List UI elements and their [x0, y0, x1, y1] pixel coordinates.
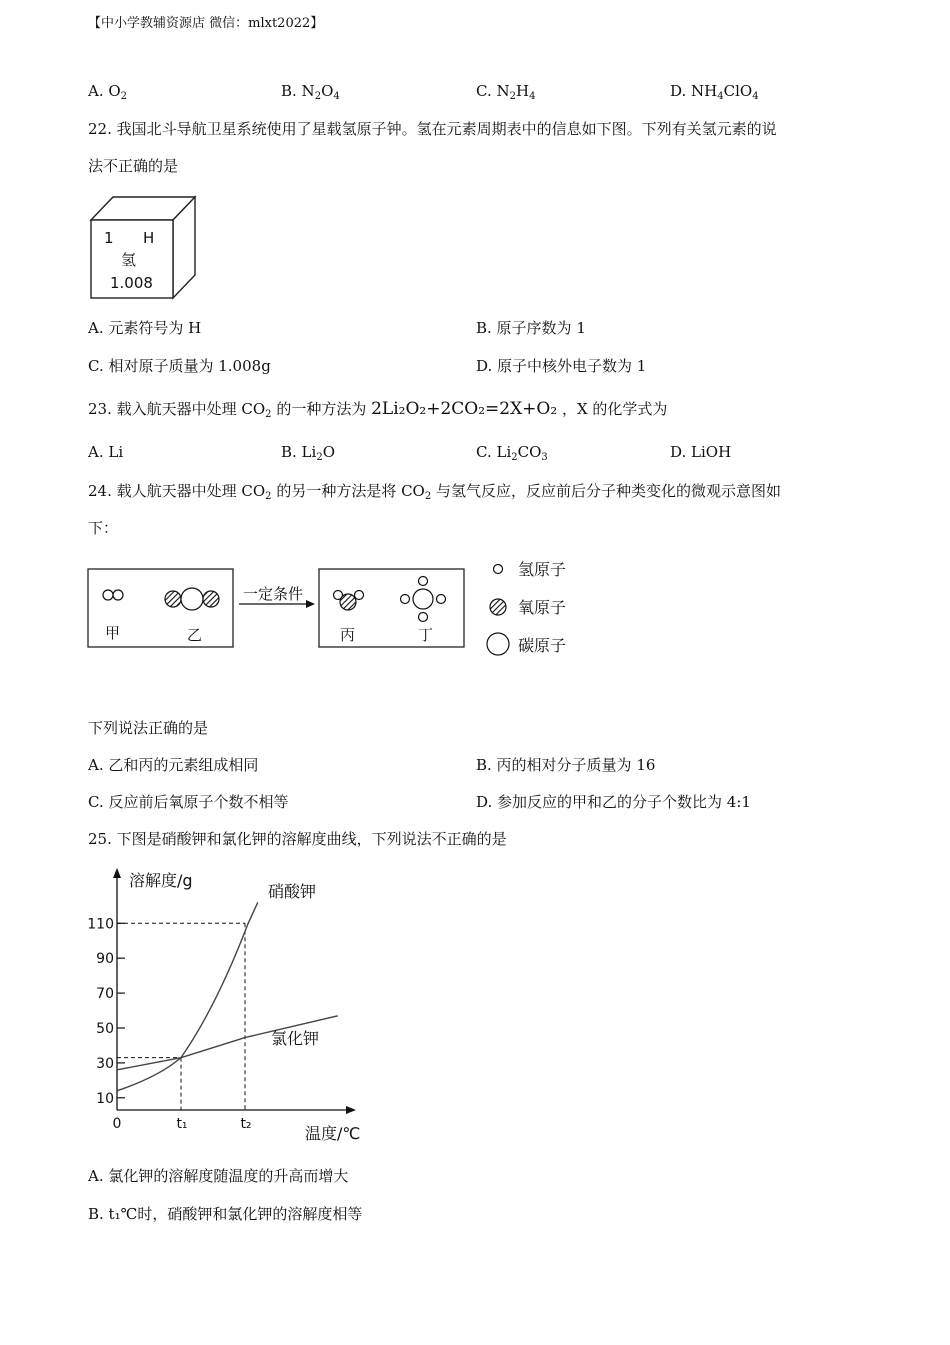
element-symbol: H	[143, 229, 155, 247]
q22-stem-line2: 法不正确的是	[88, 157, 179, 175]
reaction-condition: 一定条件	[243, 585, 304, 603]
q21-option-c[interactable]	[476, 82, 535, 100]
q22-option-a[interactable]: A. 元素符号为 H	[88, 319, 202, 337]
q23-option-c[interactable]	[476, 443, 548, 461]
option-text: C. N	[476, 82, 510, 100]
option-text: O	[322, 443, 336, 461]
y-tick-label: 110	[87, 916, 114, 933]
q21-option-b[interactable]	[281, 82, 340, 100]
subscript: 2	[511, 452, 518, 463]
q23-option-a[interactable]: A. Li	[88, 443, 124, 461]
stem-text: ，X 的化学式为	[557, 400, 668, 418]
legend-carbon: 碳原子	[518, 636, 567, 655]
subscript: 2	[265, 491, 272, 502]
series-label-kcl: 氯化钾	[271, 1029, 320, 1048]
q22-option-c[interactable]: C. 相对原子质量为 1.008g	[88, 357, 271, 375]
y-tick-label: 50	[96, 1020, 114, 1037]
element-name: 氢	[121, 251, 137, 269]
subscript: 2	[314, 91, 322, 102]
subscript: 2	[509, 91, 516, 102]
option-text: ClO	[723, 82, 753, 100]
stem-text: 24. 载人航天器中处理 CO	[88, 482, 266, 500]
option-text: H	[515, 82, 530, 100]
x-axis-arrow-icon	[346, 1106, 356, 1114]
q25-option-a[interactable]: A. 氯化钾的溶解度随温度的升高而增大	[88, 1167, 349, 1185]
q24-stem-line1	[88, 481, 781, 501]
x-tick-label: t₁	[176, 1116, 188, 1132]
label-jia: 甲	[105, 624, 121, 642]
q21-option-a[interactable]	[88, 82, 127, 100]
option-text: CO	[517, 443, 542, 461]
subscript: 4	[717, 91, 724, 102]
carbon-atom-icon	[487, 633, 509, 655]
option-text: C. Li	[476, 443, 512, 461]
q24-option-a[interactable]: A. 乙和丙的元素组成相同	[88, 756, 259, 774]
q25-option-b[interactable]: B. t₁℃时，硝酸钾和氯化钾的溶解度相等	[88, 1205, 363, 1223]
q24-option-d[interactable]: D. 参加反应的甲和乙的分子个数比为 4:1	[476, 793, 751, 811]
q22-option-b[interactable]: B. 原子序数为 1	[476, 319, 586, 337]
y-tick-label: 30	[96, 1055, 114, 1072]
y-tick-label: 10	[96, 1090, 114, 1107]
x-tick-label: 0	[112, 1116, 122, 1132]
subscript: 2	[424, 491, 432, 502]
y-tick-label: 90	[96, 951, 114, 968]
stem-text: 23. 载入航天器中处理 CO	[88, 400, 266, 418]
option-text: O	[321, 82, 334, 100]
y-axis-label: 溶解度/g	[129, 871, 193, 890]
q23-stem	[88, 399, 667, 419]
stem-text: 的另一种方法是将 CO	[271, 482, 425, 500]
q21-option-d[interactable]	[670, 82, 759, 100]
x-tick-label: t₂	[240, 1116, 252, 1132]
legend-oxygen: 氧原子	[518, 598, 567, 617]
legend-hydrogen: 氢原子	[518, 560, 567, 579]
atomic-number: 1	[104, 229, 114, 247]
y-axis-arrow-icon	[113, 868, 121, 878]
q24-prompt: 下列说法正确的是	[88, 719, 209, 737]
option-text: B. N	[281, 82, 315, 100]
element-cell-figure	[88, 192, 200, 302]
option-text: B. Li	[281, 443, 317, 461]
subscript: 2	[316, 452, 323, 463]
q24-option-c[interactable]: C. 反应前后氧原子个数不相等	[88, 793, 289, 811]
hydrogen-atom-icon	[494, 565, 503, 574]
x-axis-label: 温度/℃	[305, 1124, 361, 1143]
arrow-head-icon	[306, 600, 315, 608]
legend	[487, 560, 566, 655]
q24-option-b[interactable]: B. 丙的相对分子质量为 16	[476, 756, 656, 774]
series-line-kno3	[117, 902, 258, 1090]
source-note: 【中小学教辅资源店 微信：mlxt2022】	[88, 16, 324, 31]
subscript: 3	[541, 452, 548, 463]
solubility-chart	[86, 866, 376, 1148]
y-tick-label: 70	[96, 986, 114, 1003]
q23-option-b[interactable]	[281, 443, 335, 461]
q25-stem: 25. 下图是硝酸钾和氯化钾的溶解度曲线，下列说法不正确的是	[88, 830, 507, 848]
option-text: A. O	[88, 82, 121, 100]
stem-text: 与氢气反应，反应前后分子种类变化的微观示意图如	[431, 482, 782, 500]
label-bing: 丙	[340, 626, 356, 644]
q22-stem-line1: 22. 我国北斗导航卫星系统使用了星载氢原子钟。氢在元素周期表中的信息如下图。下列有关氢元素的说	[88, 120, 777, 138]
q24-stem-line2: 下：	[88, 519, 119, 537]
subscript: 2	[265, 409, 272, 420]
subscript: 4	[529, 91, 536, 102]
chemical-equation: 2Li₂O₂+2CO₂=2X+O₂	[371, 399, 558, 419]
subscript: 2	[120, 91, 128, 102]
oxygen-atom-icon	[490, 599, 506, 615]
subscript: 4	[333, 91, 340, 102]
co2-molecule	[165, 588, 219, 610]
q23-option-d[interactable]: D. LiOH	[670, 443, 732, 461]
subscript: 4	[752, 91, 759, 102]
series-label-kno3: 硝酸钾	[268, 882, 317, 901]
atomic-mass: 1.008	[110, 274, 153, 292]
reaction-diagram	[86, 560, 586, 665]
q22-option-d[interactable]: D. 原子中核外电子数为 1	[476, 357, 647, 375]
stem-text: 的一种方法为	[271, 400, 372, 418]
label-ding: 丁	[418, 626, 434, 644]
label-yi: 乙	[187, 626, 203, 644]
option-text: D. NH	[670, 82, 718, 100]
